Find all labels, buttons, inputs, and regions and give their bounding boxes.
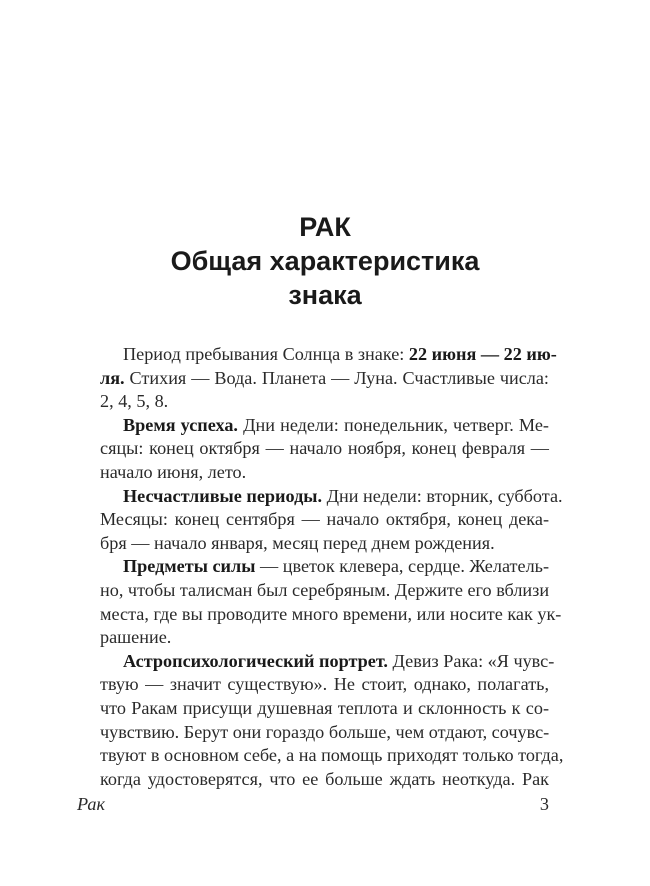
text-run: Дни недели: понедельник, четверг. Ме- bbox=[237, 414, 549, 435]
text-run: места, где вы проводите много времени, или носите как ук- bbox=[100, 603, 562, 624]
text-line bbox=[77, 768, 549, 792]
text-line bbox=[77, 579, 549, 603]
text-line bbox=[77, 603, 562, 627]
text-run: бря — начало января, месяц перед днем рождения. bbox=[100, 532, 495, 553]
text-run: чувствию. Берут они гораздо больше, чем отдают, сочувс- bbox=[100, 721, 550, 742]
text-line bbox=[77, 367, 549, 391]
text-line bbox=[77, 626, 549, 650]
paragraph-success-time bbox=[77, 414, 549, 485]
title-heading-line-2: знака bbox=[288, 280, 362, 310]
text-run: сяцы: конец октября — начало ноября, конец февраля — bbox=[100, 438, 549, 459]
section-label: Астропсихологический портрет. bbox=[123, 650, 388, 671]
text-run: что Ракам присущи душевная теплота и склонность к со- bbox=[100, 697, 549, 718]
text-run: — цветок клевера, сердце. Желатель- bbox=[255, 556, 549, 577]
bold-dates: 22 июня — 22 ию- bbox=[408, 344, 557, 364]
text-run: Период пребывания Солнца в знаке: bbox=[123, 344, 409, 364]
text-line bbox=[77, 437, 549, 461]
bold-dates-end: ля. bbox=[100, 367, 125, 388]
text-run: Дни недели: вторник, суббота. bbox=[322, 485, 563, 506]
paragraph-power-items bbox=[77, 555, 562, 649]
text-run: Девиз Рака: «Я чувс- bbox=[387, 650, 555, 671]
paragraph-unlucky-periods bbox=[77, 485, 563, 556]
text-run: рашение. bbox=[100, 627, 172, 648]
text-line bbox=[77, 485, 563, 509]
title-sign-name: РАК bbox=[299, 212, 351, 242]
text-run: начало июня, лето. bbox=[100, 461, 247, 482]
page-title bbox=[0, 210, 650, 312]
running-head: Рак bbox=[77, 794, 106, 814]
text-line bbox=[77, 555, 549, 579]
text-line bbox=[77, 673, 549, 697]
section-label: Несчастливые периоды. bbox=[123, 485, 323, 506]
text-run: когда удостоверятся, что ее больше ждать неоткуда. Рак bbox=[100, 768, 549, 789]
text-run: Месяцы: конец сентября — начало октября, конец дека- bbox=[100, 509, 549, 530]
text-line bbox=[77, 650, 555, 674]
text-line bbox=[77, 508, 549, 532]
text-line bbox=[77, 390, 549, 414]
section-label: Предметы силы bbox=[123, 556, 256, 577]
section-label: Время успеха. bbox=[123, 414, 238, 435]
text-line bbox=[77, 414, 549, 438]
page-number: 3 bbox=[539, 794, 549, 814]
paragraph-astro-portrait bbox=[77, 650, 564, 792]
text-line bbox=[77, 721, 549, 745]
page-footer bbox=[77, 792, 549, 816]
title-heading-line-1: Общая характеристика bbox=[170, 246, 480, 276]
paragraph-period bbox=[77, 343, 557, 414]
text-line bbox=[77, 532, 549, 556]
text-line bbox=[77, 461, 549, 485]
body-text bbox=[77, 343, 564, 791]
text-line bbox=[77, 697, 549, 721]
text-run: 2, 4, 5, 8. bbox=[100, 391, 169, 412]
text-line bbox=[77, 744, 564, 768]
text-line bbox=[77, 343, 557, 367]
text-run: но, чтобы талисман был серебряным. Держите его вблизи bbox=[100, 579, 550, 600]
text-run: твую — значит существую». Не стоит, однако, полагать, bbox=[100, 674, 549, 695]
text-run: Стихия — Вода. Планета — Луна. Счастливые числа: bbox=[124, 367, 549, 388]
text-run: твуют в основном себе, а на помощь приходят только тогда, bbox=[100, 745, 564, 766]
